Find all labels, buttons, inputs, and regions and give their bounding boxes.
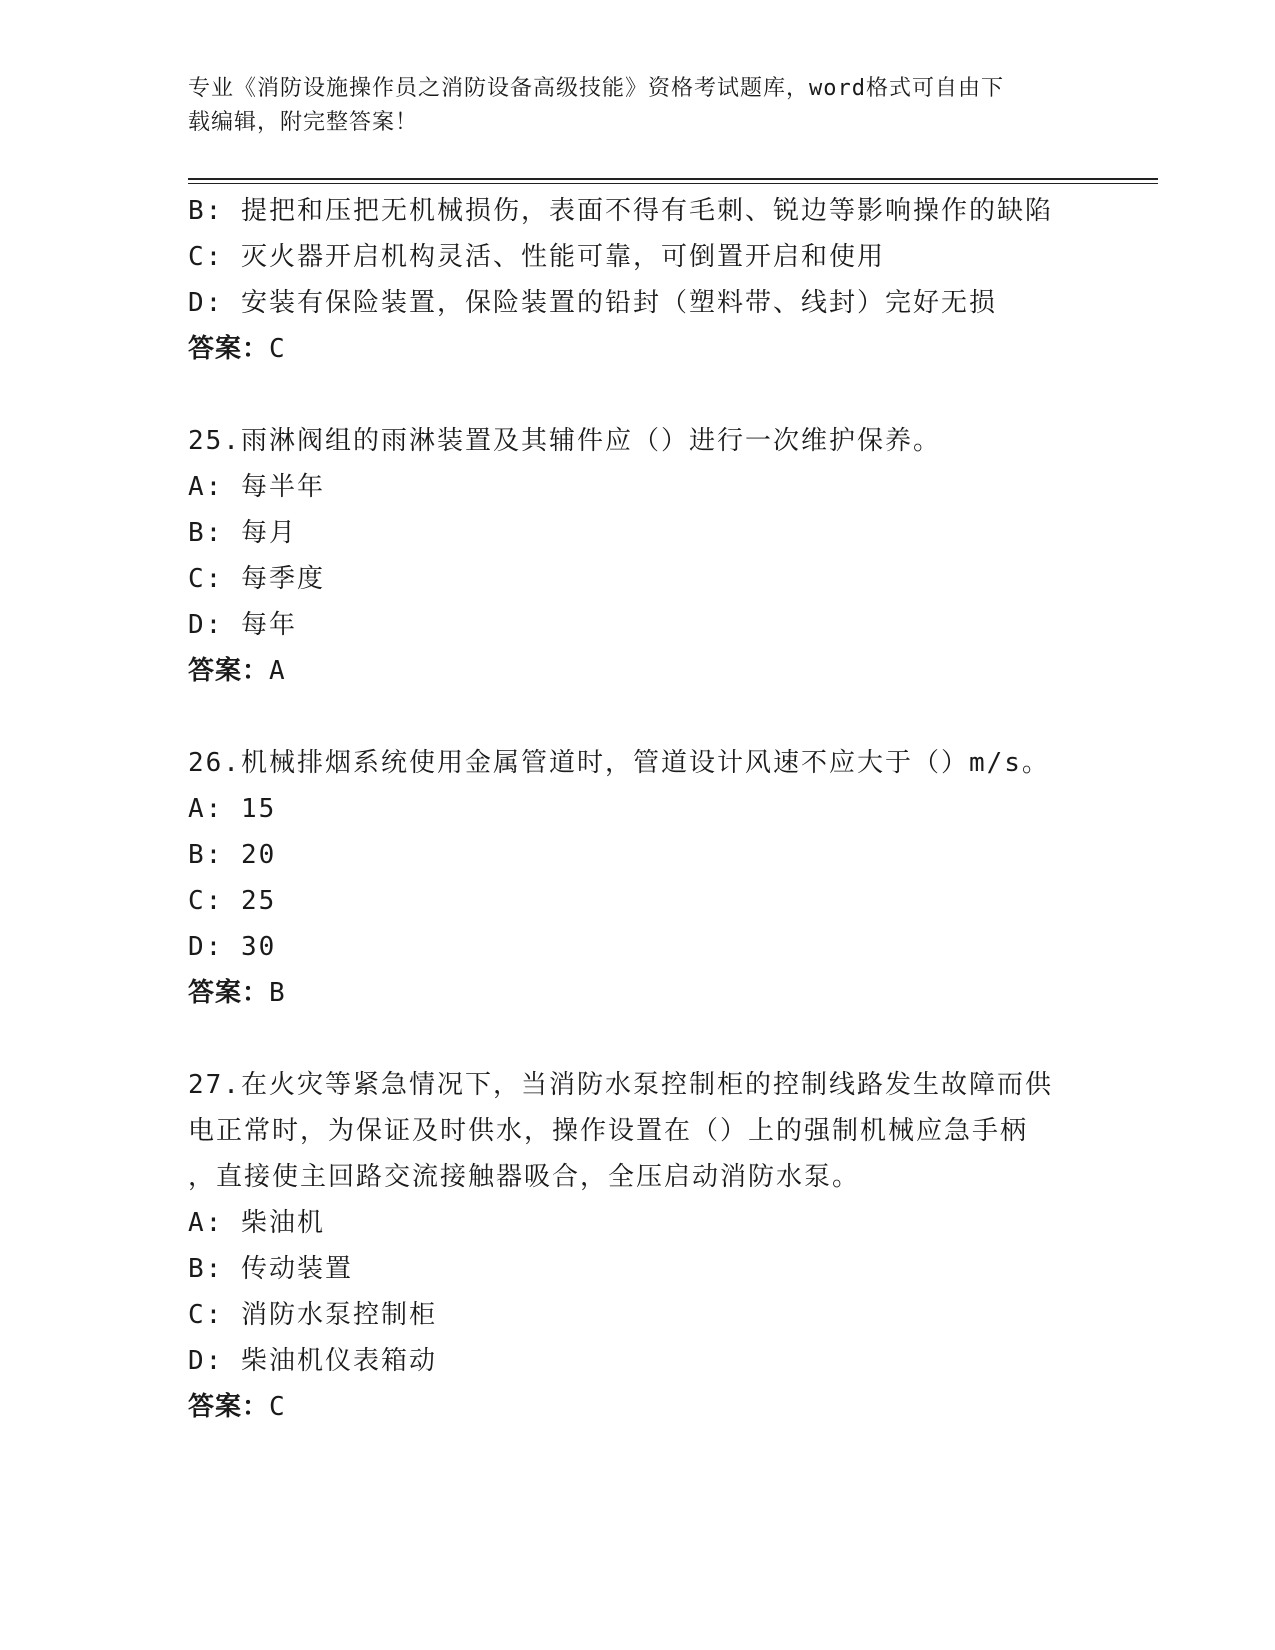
- header-rule-thick: [188, 178, 1158, 180]
- option-text: 25: [240, 886, 277, 916]
- option-b: [188, 832, 1088, 878]
- option-letter: D:: [188, 288, 224, 318]
- option-letter: C:: [188, 564, 224, 594]
- option-letter: D:: [188, 610, 224, 640]
- option-text: 提把和压把无机械损伤，表面不得有毛刺、锐边等影响操作的缺陷: [240, 196, 1053, 226]
- option-d: [188, 1338, 1088, 1384]
- answer-value: A: [269, 656, 286, 686]
- answer-label: 答案：: [188, 978, 270, 1008]
- option-d: [188, 924, 1088, 970]
- answer-line: [188, 1384, 1088, 1430]
- option-letter: A:: [188, 472, 224, 502]
- option-a: [188, 464, 1088, 510]
- option-text: 消防水泵控制柜: [240, 1300, 437, 1330]
- option-letter: D:: [188, 932, 224, 962]
- option-a: [188, 786, 1088, 832]
- option-text: 柴油机: [240, 1208, 325, 1238]
- option-letter: B:: [188, 196, 224, 226]
- option-d: [188, 280, 1088, 326]
- option-c: [188, 234, 1088, 280]
- question-line: 25.雨淋阀组的雨淋装置及其辅件应（）进行一次维护保养。: [188, 426, 941, 456]
- option-text: 30: [240, 932, 277, 962]
- option-letter: C:: [188, 886, 224, 916]
- option-d: [188, 602, 1088, 648]
- option-b: [188, 188, 1088, 234]
- option-text: 柴油机仪表箱动: [240, 1346, 437, 1376]
- answer-value: B: [269, 978, 286, 1008]
- question-text: [188, 740, 1088, 786]
- option-text: 传动装置: [240, 1254, 353, 1284]
- question-line: 26.机械排烟系统使用金属管道时，管道设计风速不应大于（）m/s。: [188, 748, 1050, 778]
- option-letter: B:: [188, 518, 224, 548]
- option-text: 灭火器开启机构灵活、性能可靠，可倒置开启和使用: [240, 242, 885, 272]
- question-text: [188, 418, 1088, 464]
- question-content: [188, 188, 1088, 1476]
- answer-value: C: [269, 1392, 286, 1422]
- option-a: [188, 1200, 1088, 1246]
- option-text: 20: [240, 840, 277, 870]
- question-text: [188, 1062, 1088, 1200]
- option-letter: A:: [188, 794, 224, 824]
- question-block-27: [188, 1062, 1088, 1430]
- option-c: [188, 556, 1088, 602]
- option-b: [188, 1246, 1088, 1292]
- header-line-2: 载编辑，附完整答案！: [188, 110, 419, 135]
- option-text: 安装有保险装置，保险装置的铅封（塑料带、线封）完好无损: [240, 288, 997, 318]
- option-letter: A:: [188, 1208, 224, 1238]
- option-letter: C:: [188, 242, 224, 272]
- option-b: [188, 510, 1088, 556]
- question-line: 电正常时，为保证及时供水，操作设置在（）上的强制机械应急手柄: [188, 1116, 1029, 1146]
- answer-label: 答案：: [188, 334, 270, 364]
- question-block-partial: [188, 188, 1088, 372]
- answer-label: 答案：: [188, 656, 270, 686]
- answer-line: [188, 326, 1088, 372]
- option-c: [188, 1292, 1088, 1338]
- answer-line: [188, 648, 1088, 694]
- option-letter: B:: [188, 1254, 224, 1284]
- option-letter: B:: [188, 840, 224, 870]
- header-rule-thin: [188, 183, 1158, 184]
- question-line: ，直接使主回路交流接触器吸合，全压启动消防水泵。: [188, 1162, 861, 1192]
- option-c: [188, 878, 1088, 924]
- question-block-26: [188, 740, 1088, 1016]
- question-block-25: [188, 418, 1088, 694]
- document-header: [188, 72, 1068, 140]
- option-text: 每季度: [240, 564, 325, 594]
- answer-label: 答案：: [188, 1392, 270, 1422]
- answer-line: [188, 970, 1088, 1016]
- option-text: 15: [240, 794, 277, 824]
- option-letter: C:: [188, 1300, 224, 1330]
- option-text: 每半年: [240, 472, 325, 502]
- option-letter: D:: [188, 1346, 224, 1376]
- header-line-1: 专业《消防设施操作员之消防设备高级技能》资格考试题库，word格式可自由下: [188, 76, 1004, 101]
- answer-value: C: [269, 334, 286, 364]
- option-text: 每月: [240, 518, 297, 548]
- question-line: 27.在火灾等紧急情况下，当消防水泵控制柜的控制线路发生故障而供: [188, 1070, 1053, 1100]
- option-text: 每年: [240, 610, 297, 640]
